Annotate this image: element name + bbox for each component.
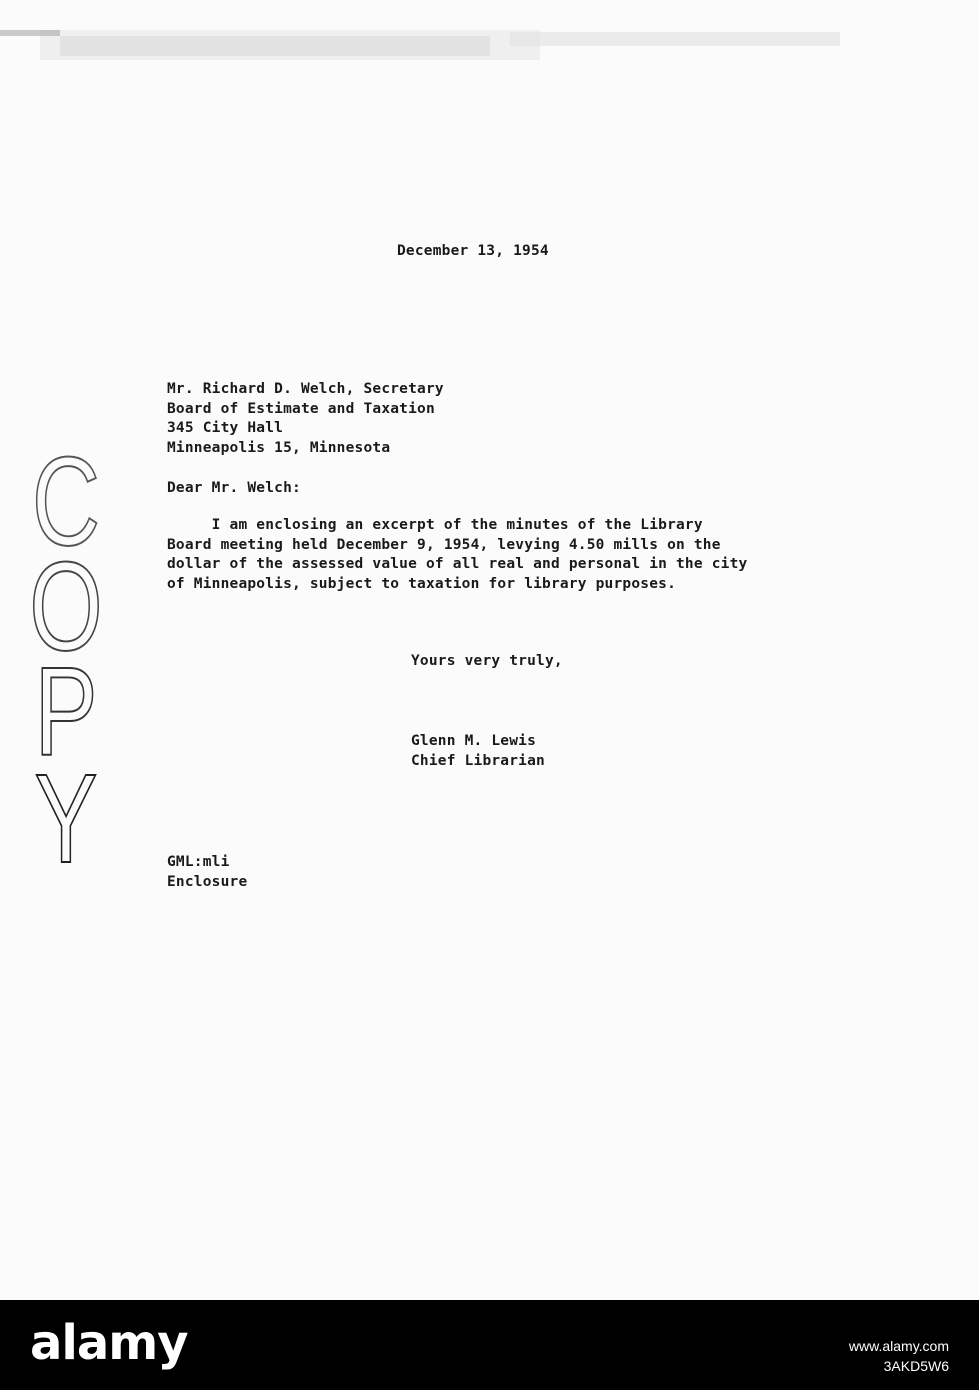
- salutation: Dear Mr. Welch:: [167, 480, 301, 496]
- reference-block: [167, 853, 247, 892]
- body-line-3: dollar of the assessed value of all real and personal in the city: [167, 556, 748, 572]
- letter-body: [167, 516, 747, 594]
- scan-noise-band: [0, 0, 979, 80]
- body-line-4: of Minneapolis, subject to taxation for library purposes.: [167, 575, 676, 592]
- signer-name: Glenn M. Lewis: [411, 733, 537, 749]
- copy-stamp-letter-y: Y: [34, 747, 98, 890]
- letter-date: December 13, 1954: [397, 243, 549, 259]
- recipient-name-line: Mr. Richard D. Welch, Secretary: [167, 381, 444, 397]
- recipient-address: [167, 380, 444, 458]
- copy-stamp-letter-p: P: [34, 640, 98, 783]
- body-line-2: Board meeting held December 9, 1954, levying 4.50 mills on the: [167, 536, 721, 553]
- signer-title: Chief Librarian: [411, 752, 545, 769]
- enclosure-note: Enclosure: [167, 873, 248, 890]
- reference-initials: GML:mli: [167, 854, 230, 870]
- footer-domain: www.alamy.com: [848, 1338, 949, 1354]
- recipient-street-line: 345 City Hall: [167, 420, 284, 436]
- copy-stamp-letter-c: C: [31, 430, 101, 573]
- image-id: 3AKD5W6: [883, 1358, 949, 1374]
- body-line-1: I am enclosing an excerpt of the minutes of the Library: [167, 517, 703, 533]
- signature-block: [411, 732, 545, 771]
- recipient-organization-line: Board of Estimate and Taxation: [167, 400, 435, 417]
- copy-stamp: [29, 430, 103, 890]
- recipient-city-line: Minneapolis 15, Minnesota: [167, 439, 391, 456]
- closing: Yours very truly,: [411, 653, 563, 669]
- alamy-logo: alamy: [30, 1315, 188, 1371]
- copy-stamp-letter-o: O: [29, 535, 103, 678]
